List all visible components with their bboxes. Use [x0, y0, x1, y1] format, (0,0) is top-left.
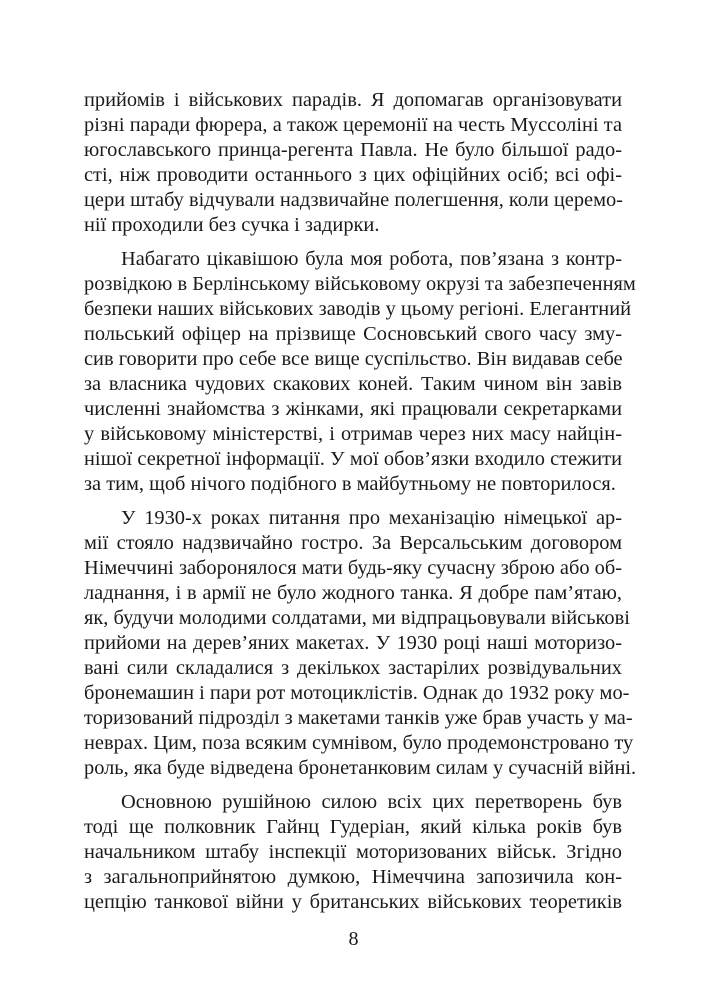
paragraph-2	[84, 247, 636, 497]
text-line: Основною рушійною силою всіх цих перетворень був	[121, 791, 622, 813]
paragraph-3	[84, 506, 637, 781]
text-line: югославського принца-регента Павла. Не було більшої радо-	[84, 139, 622, 161]
text-line: начальником штабу інспекції моторизованих військ. Згідно	[84, 841, 622, 863]
text-line: тоді ще полковник Гайнц Гудеріан, який кілька років був	[84, 816, 622, 838]
text-line: бронемашин і пари рот мотоциклістів. Однак до 1932 року мо-	[84, 682, 630, 704]
text-line: ладнання, і в армії не було жодного танка. Я добре пам’ятаю,	[84, 582, 622, 604]
text-line: мії стояло надзвичайно гостро. За Версальським договором	[84, 532, 622, 554]
text-line: як, будучи молодими солдатами, ми відпрацьовували військові	[84, 607, 630, 629]
body-text	[84, 88, 637, 924]
page-number: 8	[348, 928, 359, 950]
text-line: сив говорити про себе все вище суспільство. Він видавав себе	[84, 348, 623, 370]
text-line: нії проходили без сучка і задирки.	[84, 214, 380, 236]
text-line: нішої секретної інформації. У мої обов’язки входило стежити	[84, 448, 622, 470]
text-line: вані сили складалися з декількох застарілих розвідувальних	[84, 657, 622, 679]
text-line: У 1930-х роках питання про механізацію німецької ар-	[121, 507, 622, 529]
text-line: численні знайомства з жінками, які працювали секретарками	[84, 398, 622, 420]
paragraph-4	[84, 790, 622, 915]
text-line: торизований підрозділ з макетами танків уже брав участь у ма-	[84, 707, 633, 729]
text-line: Німеччині заборонялося мати будь-яку сучасну зброю або об-	[84, 557, 622, 579]
text-line: цепцію танкової війни у британських військових теоретиків	[84, 891, 622, 913]
text-line: розвідкою в Берлінському військовому окрузі та забезпеченням	[84, 273, 636, 295]
text-line: прийоми на дерев’яних макетах. У 1930 році наші моторизо-	[84, 632, 622, 654]
text-line: сті, ніж проводити останнього з цих офіційних осіб; всі офі-	[84, 164, 622, 186]
text-line: різні паради фюрера, а також церемонії на честь Муссоліні та	[84, 114, 622, 136]
text-line: Набагато цікавішою була моя робота, пов’язана з контр-	[121, 248, 622, 270]
text-line: за тим, щоб нічого подібного в майбутньому не повторилося.	[84, 473, 616, 495]
text-line: цери штабу відчували надзвичайне полегшення, коли церемо-	[84, 189, 623, 211]
text-line: прийомів і військових парадів. Я допомагав організовувати	[84, 89, 622, 111]
text-line: безпеки наших військових заводів у цьому регіоні. Елегантний	[84, 298, 632, 320]
text-line: у військовому міністерстві, і отримав через них масу найцін-	[84, 423, 622, 445]
text-line: неврах. Цим, поза всяким сумнівом, було продемонстровано ту	[84, 732, 634, 754]
text-line: польський офіцер на прізвище Сосновський свого часу зму-	[84, 323, 622, 345]
text-line: за власника чудових скакових коней. Таким чином він завів	[84, 373, 622, 395]
text-line: роль, яка буде відведена бронетанковим силам у сучасній війні.	[84, 757, 637, 779]
text-line: з загальноприйнятою думкою, Німеччина запозичила кон-	[84, 866, 622, 888]
paragraph-1	[84, 88, 622, 238]
